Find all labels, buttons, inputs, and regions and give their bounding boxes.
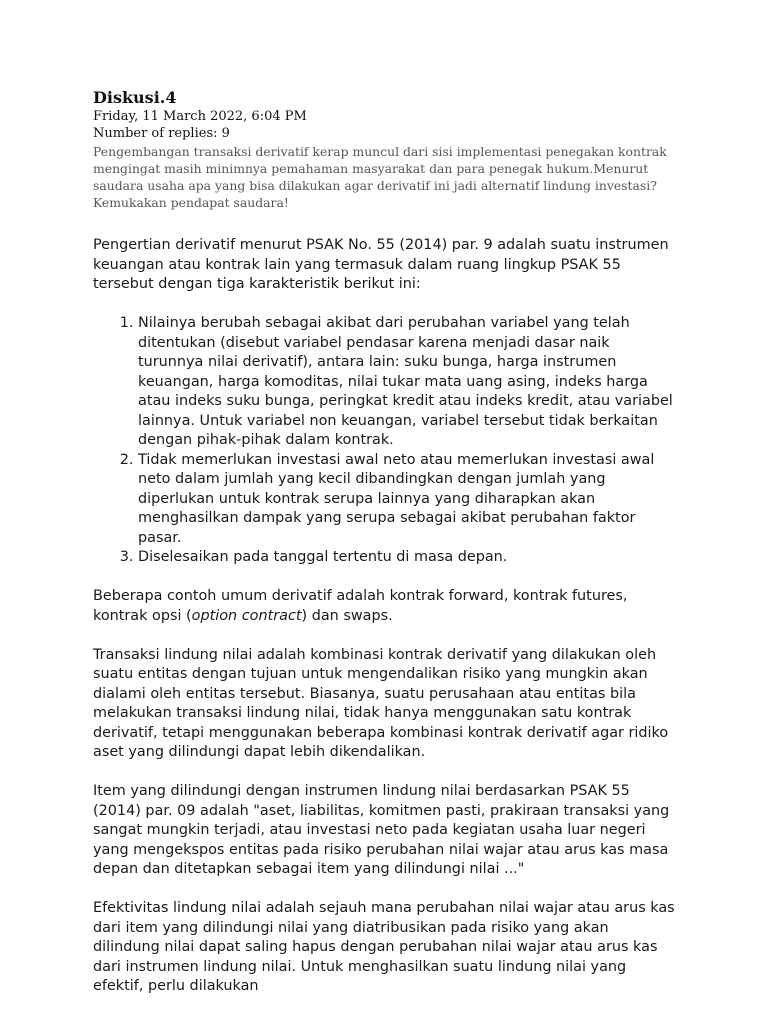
list-item: 1. Nilainya berubah sebagai akibat dari perubahan variabel yang telah ditentukan (disebut variabel pendasar karena menjadi dasar naik turunnya nilai derivatif), antara lain: suku bunga, harga instrumen keuangan, harga komoditas, nilai tukar mata uang asing, indeks harga atau indeks suku bunga, peringkat kredit atau indeks kredit, atau variabel lainnya. Untuk variabel non keuangan, variabel tersebut tidak berkaitan dengan pihak-pihak dalam kontrak. — [138, 314, 675, 451]
post-title: Diskusi.4 — [93, 88, 177, 107]
post-header — [93, 86, 683, 211]
post-body — [93, 236, 675, 997]
discussion-prompt: Pengembangan transaksi derivatif kerap muncul dari sisi implementasi penegakan kontrak mengingat masih minimnya pemahaman masyarakat dan para penegak hukum.Menurut saudara usaha apa yang bisa dilakukan agar derivatif ini jadi alternatif lindung investasi? Kemukakan pendapat saudara! — [93, 144, 667, 210]
hedging-paragraph: Transaksi lindung nilai adalah kombinasi kontrak derivatif yang dilakukan oleh suatu entitas dengan tujuan untuk mengendalikan risiko yang mungkin akan dialami oleh entitas tersebut. Biasanya, suatu perusahaan atau entitas bila melakukan transaksi lindung nilai, tidak hanya menggunakan satu kontrak derivatif, tetapi menggunakan beberapa kombinasi kontrak derivatif agar ridiko aset yang dilindungi dapat lebih dikendalikan. — [93, 646, 669, 760]
examples-text-end: ) dan swaps. — [301, 607, 393, 624]
hedged-item-paragraph: Item yang dilindungi dengan instrumen lindung nilai berdasarkan PSAK 55 (2014) par. 09 adalah "aset, liabilitas, komitmen pasti, prakiraan transaksi yang sangat mungkin terjadi, atau investasi neto pada kegiatan usaha luar negeri yang mengekspos entitas pada risiko perubahan nilai wajar atau arus kas masa depan dan ditetapkan sebagai item yang dilindungi nilai ..." — [93, 783, 670, 877]
list-item: 2. Tidak memerlukan investasi awal neto atau memerlukan investasi awal neto dalam jumlah yang kecil dibandingkan dengan jumlah yang diperlukan untuk kontrak serupa lainnya yang diharapkan akan menghasilkan dampak yang serupa sebagai akibat perubahan faktor pasar. — [138, 451, 675, 549]
effectiveness-paragraph: Efektivitas lindung nilai adalah sejauh mana perubahan nilai wajar atau arus kas dari item yang dilindungi nilai yang diatribusikan pada risiko yang akan dilindung nilai dapat saling hapus dengan perubahan nilai wajar atau arus kas dari instrumen lindung nilai. Untuk menghasilkan suatu lindung nilai yang efektif, perlu dilakukan — [93, 900, 675, 994]
post-date: Friday, 11 March 2022, 6:04 PM — [93, 109, 307, 124]
list-item: 3. Diselesaikan pada tanggal tertentu di masa depan. — [138, 548, 675, 568]
examples-italic-term: option contract — [191, 607, 302, 624]
reply-count: Number of replies: 9 — [93, 126, 230, 141]
intro-paragraph: Pengertian derivatif menurut PSAK No. 55 (2014) par. 9 adalah suatu instrumen keuangan atau kontrak lain yang termasuk dalam ruang lingkup PSAK 55 tersebut dengan tiga karakteristik berikut ini: — [93, 237, 669, 292]
characteristics-list — [93, 314, 675, 568]
examples-paragraph — [93, 587, 675, 626]
examples-text-start: Beberapa contoh umum derivatif adalah kontrak forward, kontrak futures, kontrak opsi ( — [93, 588, 628, 624]
forum-post — [93, 86, 683, 1016]
